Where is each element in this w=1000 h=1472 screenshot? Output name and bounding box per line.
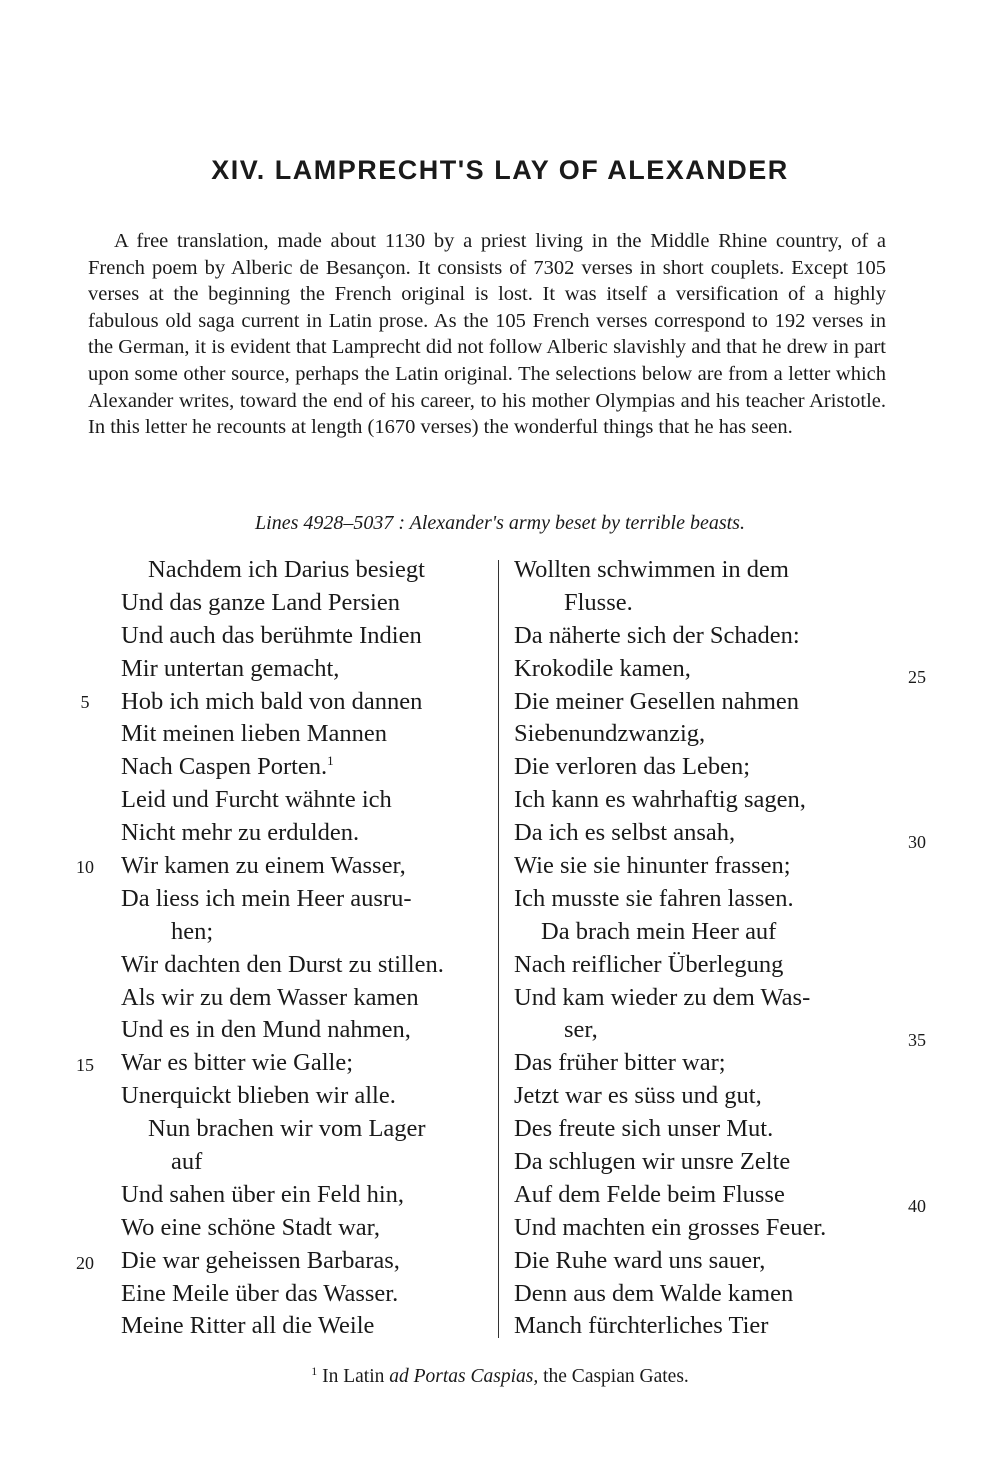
verse-line: Das früher bitter war; bbox=[514, 1049, 726, 1077]
verse-line: Wo eine schöne Stadt war, bbox=[121, 1213, 380, 1241]
line-number: 15 bbox=[76, 1055, 94, 1075]
section-caption: Lines 4928–5037 : Alexander's army beset by terrible beasts. bbox=[255, 512, 745, 534]
verse-line: Die verloren das Leben; bbox=[514, 753, 751, 781]
verse-line: Flusse. bbox=[564, 588, 633, 616]
verse-line: Eine Meile über das Wasser. bbox=[121, 1279, 399, 1307]
right-verse-column bbox=[514, 554, 894, 1343]
verse-line bbox=[121, 751, 501, 784]
chapter-title: XIV. LAMPRECHT'S LAY OF ALEXANDER bbox=[211, 155, 789, 185]
verse-line: Die meiner Gesellen nahmen bbox=[514, 687, 800, 715]
verse-line: Und auch das berühmte Indien bbox=[121, 621, 422, 649]
line-number: 10 bbox=[76, 857, 94, 877]
verse-line: Ich kann es wahrhaftig sagen, bbox=[514, 786, 806, 814]
introduction-paragraph: A free translation, made about 1130 by a priest living in the Middle Rhine country, of a French poem by Alberic de Besançon. It consists of 7302 verses in short couplets. Except 105 verses at the beginning the French original is lost. It was itself a versification of a highly fabulous old saga current in Latin prose. As the 105 French verses correspond to 192 verses in the German, it is evident that Lamprecht did not follow Alberic slavishly and that he drew in part upon some other source, perhaps the Latin original. The selections below are from a letter which Alexander writes, toward the end of his career, to his mother Olympias and his teacher Aristotle. In this letter he recounts at length (1670 verses) the wonderful things that he has seen. bbox=[88, 230, 886, 439]
verse-line: Da liess ich mein Heer ausru- bbox=[121, 884, 412, 912]
verse-line: ser, bbox=[564, 1016, 598, 1044]
footnote-suffix: the Caspian Gates. bbox=[543, 1366, 689, 1387]
verse-line: Und kam wieder zu dem Was- bbox=[514, 983, 811, 1011]
verse-line: Wir dachten den Durst zu stillen. bbox=[121, 950, 444, 978]
verse-line: Mir untertan gemacht, bbox=[121, 654, 340, 682]
verse-line: Wir kamen zu einem Wasser, bbox=[121, 852, 406, 880]
verse-line: Krokodile kamen, bbox=[514, 654, 691, 682]
verse-line: Manch fürchterliches Tier bbox=[514, 1312, 769, 1340]
verse-line: Auf dem Felde beim Flusse bbox=[514, 1180, 785, 1208]
verse-line: Jetzt war es süss und gut, bbox=[514, 1082, 762, 1110]
verse-line: Die war geheissen Barbaras, bbox=[121, 1246, 400, 1274]
line-number: 25 bbox=[908, 667, 926, 687]
line-number: 20 bbox=[76, 1253, 94, 1273]
verse-line: Und das ganze Land Persien bbox=[121, 588, 400, 616]
verse-line: Unerquickt blieben wir alle. bbox=[121, 1082, 396, 1110]
verse-line: Die Ruhe ward uns sauer, bbox=[514, 1246, 766, 1274]
line-number: 30 bbox=[908, 832, 926, 852]
line-number: 35 bbox=[908, 1030, 926, 1050]
verse-line: Nachdem ich Darius besiegt bbox=[148, 556, 425, 583]
footnote-latin: ad Portas Caspias, bbox=[389, 1366, 539, 1387]
footnote-prefix: In Latin bbox=[322, 1366, 385, 1387]
verse-line: Denn aus dem Walde kamen bbox=[514, 1279, 794, 1307]
footnote-marker: 1 bbox=[311, 1364, 318, 1378]
verse-line: Als wir zu dem Wasser kamen bbox=[121, 983, 419, 1011]
verse-line: Und sahen über ein Feld hin, bbox=[121, 1180, 405, 1208]
verse-line: Hob ich mich bald von dannen bbox=[121, 687, 423, 715]
verse-line: Mit meinen lieben Mannen bbox=[121, 720, 388, 748]
verse-line: Des freute sich unser Mut. bbox=[514, 1115, 774, 1143]
verse-line: Da näherte sich der Schaden: bbox=[514, 621, 800, 649]
verse-text: Nach Caspen Porten. bbox=[121, 753, 328, 781]
verse-line: Da schlugen wir unsre Zelte bbox=[514, 1148, 791, 1176]
line-number: 5 bbox=[80, 692, 90, 712]
verse-line: Da brach mein Heer auf bbox=[541, 917, 777, 945]
footnote bbox=[0, 1364, 1000, 1388]
footnote-reference: 1 bbox=[327, 753, 334, 769]
verse-line: Wollten schwimmen in dem bbox=[514, 556, 789, 583]
verse-line: Und machten ein grosses Feuer. bbox=[514, 1213, 827, 1241]
line-number: 40 bbox=[908, 1196, 926, 1216]
verse-line: Leid und Furcht wähnte ich bbox=[121, 786, 392, 814]
verse-line: Meine Ritter all die Weile bbox=[121, 1312, 375, 1340]
verse-line: Nicht mehr zu erdulden. bbox=[121, 819, 360, 847]
verse-line: Nach reiflicher Überlegung bbox=[514, 950, 784, 978]
verse-line: auf bbox=[171, 1148, 203, 1176]
verse-line: Da ich es selbst ansah, bbox=[514, 819, 736, 847]
verse-line: hen; bbox=[171, 917, 214, 945]
verse-line: War es bitter wie Galle; bbox=[121, 1049, 354, 1077]
left-verse-column bbox=[121, 554, 501, 1343]
verse-line: Wie sie sie hinunter frassen; bbox=[514, 852, 791, 880]
verse-line: Siebenundzwanzig, bbox=[514, 720, 706, 748]
verse-line: Und es in den Mund nahmen, bbox=[121, 1016, 411, 1044]
verse-line: Nun brachen wir vom Lager bbox=[148, 1115, 426, 1143]
verse-line: Ich musste sie fahren lassen. bbox=[514, 884, 794, 912]
